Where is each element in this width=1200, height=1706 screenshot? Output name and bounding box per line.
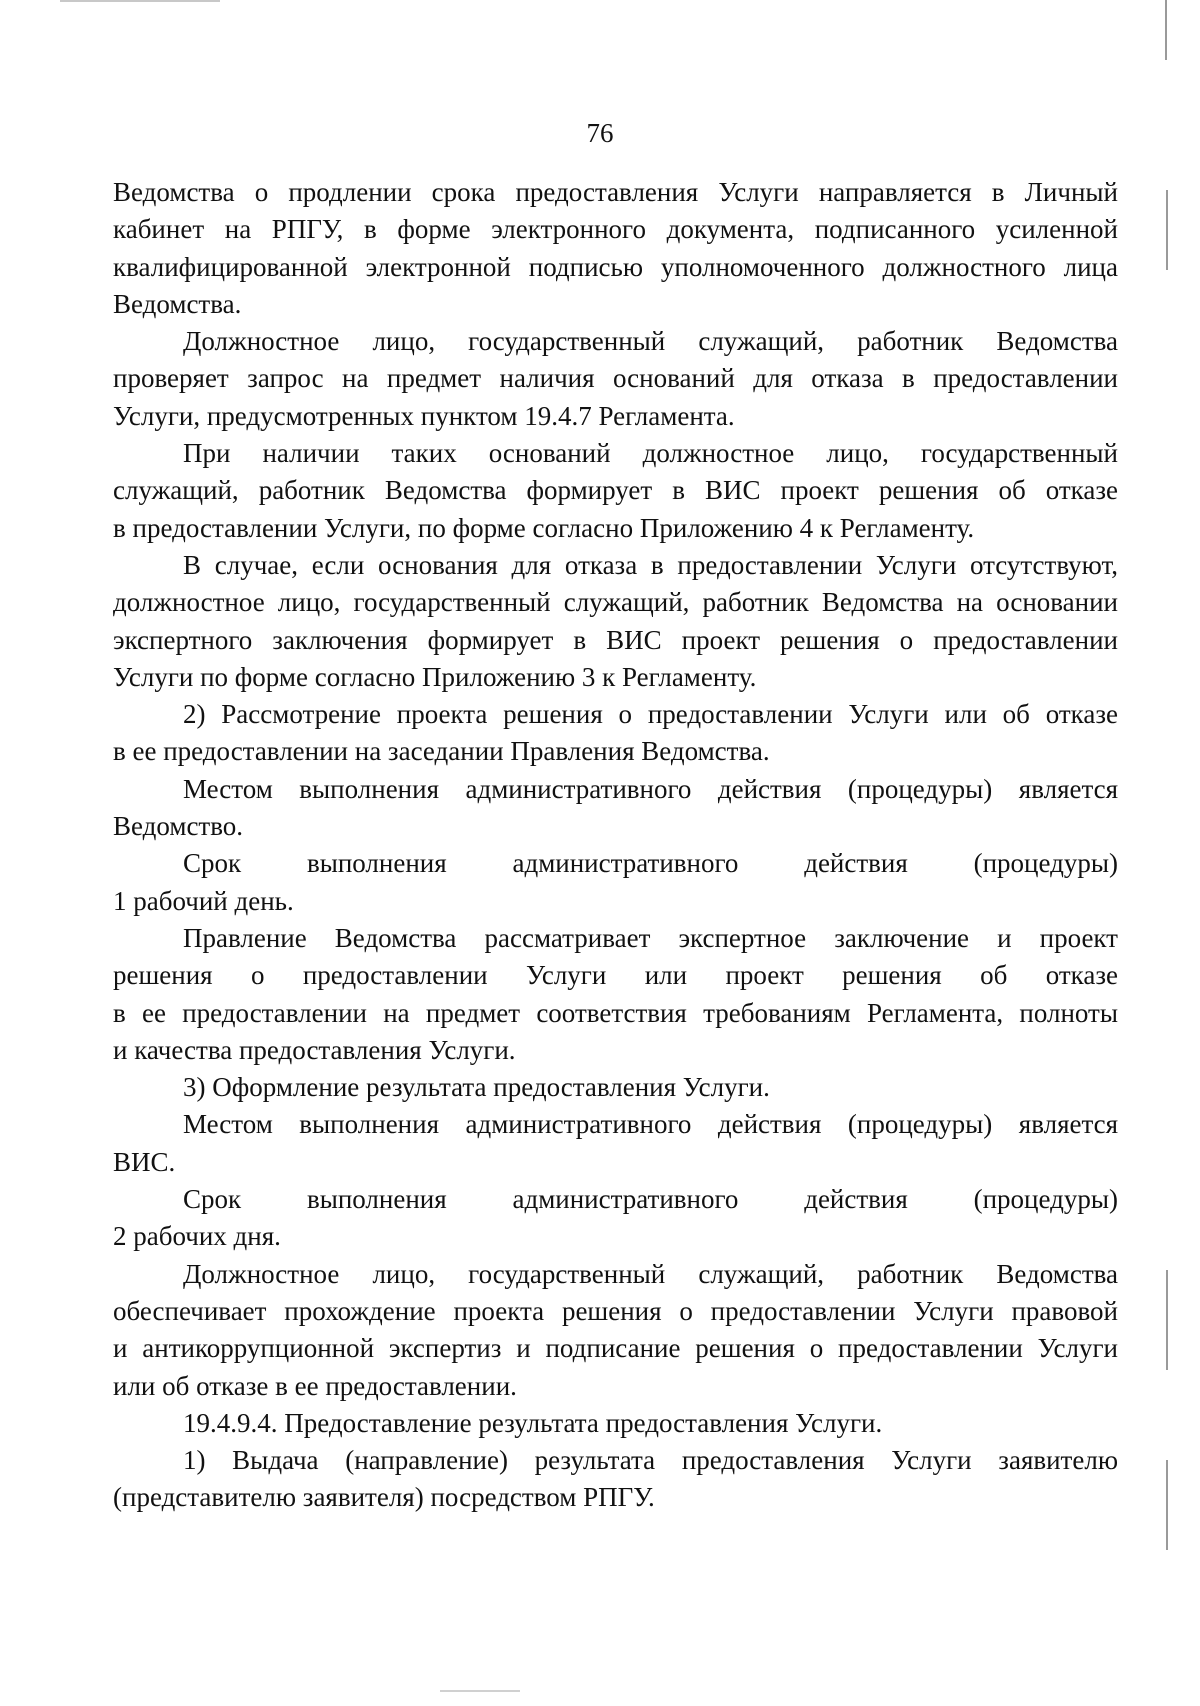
text-line: 2 рабочих дня. (113, 1221, 281, 1252)
paragraph (113, 323, 1118, 435)
text-line: Срок выполнения административного действия (процедуры) (183, 848, 1118, 879)
paragraph (113, 845, 1118, 920)
paragraph (113, 174, 1118, 323)
text-line: Услуги по форме согласно Приложению 3 к Регламенту. (113, 661, 757, 692)
text-line: в ее предоставлении на предмет соответствия требованиям Регламента, полноты (113, 997, 1118, 1028)
page-number: 76 (586, 118, 614, 148)
text-line: (представителю заявителя) посредством РПГУ. (113, 1482, 655, 1513)
text-line: решения о предоставлении Услуги или проект решения об отказе (113, 960, 1118, 991)
text-line: квалифицированной электронной подписью уполномоченного должностного лица (113, 251, 1118, 282)
paragraph (113, 1442, 1118, 1517)
scan-edge-mark (1165, 0, 1167, 60)
scan-edge-mark (1166, 190, 1168, 270)
text-line: Должностное лицо, государственный служащий, работник Ведомства (183, 1258, 1118, 1289)
text-line: 1 рабочий день. (113, 885, 294, 916)
paragraph (113, 1106, 1118, 1181)
text-line: в ее предоставлении на заседании Правления Ведомства. (113, 736, 770, 767)
text-line: Ведомство. (113, 811, 244, 842)
document-body (113, 174, 1118, 1517)
text-line: проверяет запрос на предмет наличия оснований для отказа в предоставлении (113, 363, 1118, 394)
text-line: в предоставлении Услуги, по форме согласно Приложению 4 к Регламенту. (113, 512, 975, 543)
text-line: служащий, работник Ведомства формирует в ВИС проект решения об отказе (113, 475, 1118, 506)
text-line: кабинет на РПГУ, в форме электронного документа, подписанного усиленной (113, 214, 1118, 245)
text-line: 3) Оформление результата предоставления Услуги. (183, 1072, 770, 1103)
scan-edge-mark (1166, 1460, 1168, 1550)
text-line: При наличии таких оснований должностное лицо, государственный (183, 438, 1118, 469)
paragraph (113, 1181, 1118, 1256)
paragraph (113, 1069, 1118, 1106)
text-line: Срок выполнения административного действия (процедуры) (183, 1184, 1118, 1215)
text-line: Местом выполнения административного действия (процедуры) является (183, 773, 1118, 804)
scan-edge-mark (1166, 1270, 1168, 1370)
text-line: экспертного заключения формирует в ВИС проект решения о предоставлении (113, 624, 1118, 655)
text-line: должностное лицо, государственный служащий, работник Ведомства на основании (113, 587, 1118, 618)
paragraph (113, 696, 1118, 771)
text-line: Местом выполнения административного действия (процедуры) является (183, 1109, 1118, 1140)
paragraph (113, 920, 1118, 1069)
text-line: и антикоррупционной экспертиз и подписание решения о предоставлении Услуги (113, 1333, 1118, 1364)
text-line: Услуги, предусмотренных пунктом 19.4.7 Регламента. (113, 400, 735, 431)
scan-edge-mark (440, 1690, 520, 1692)
paragraph (113, 435, 1118, 547)
paragraph (113, 771, 1118, 846)
paragraph (113, 1256, 1118, 1405)
scan-edge-mark (60, 0, 220, 2)
paragraph (113, 1405, 1118, 1442)
text-line: Ведомства о продлении срока предоставления Услуги направляется в Личный (113, 177, 1118, 207)
text-line: или об отказе в ее предоставлении. (113, 1370, 517, 1401)
text-line: В случае, если основания для отказа в предоставлении Услуги отсутствуют, (183, 549, 1118, 580)
text-line: ВИС. (113, 1146, 176, 1177)
text-line: Должностное лицо, государственный служащий, работник Ведомства (183, 326, 1118, 357)
text-line: 1) Выдача (направление) результата предоставления Услуги заявителю (183, 1445, 1118, 1476)
text-line: и качества предоставления Услуги. (113, 1034, 516, 1065)
text-line: Ведомства. (113, 288, 242, 319)
text-line: Правление Ведомства рассматривает экспертное заключение и проект (183, 922, 1118, 953)
text-line: 2) Рассмотрение проекта решения о предоставлении Услуги или об отказе (183, 699, 1118, 730)
paragraph (113, 547, 1118, 696)
text-line: обеспечивает прохождение проекта решения о предоставлении Услуги правовой (113, 1295, 1118, 1326)
text-line: 19.4.9.4. Предоставление результата предоставления Услуги. (183, 1407, 883, 1438)
